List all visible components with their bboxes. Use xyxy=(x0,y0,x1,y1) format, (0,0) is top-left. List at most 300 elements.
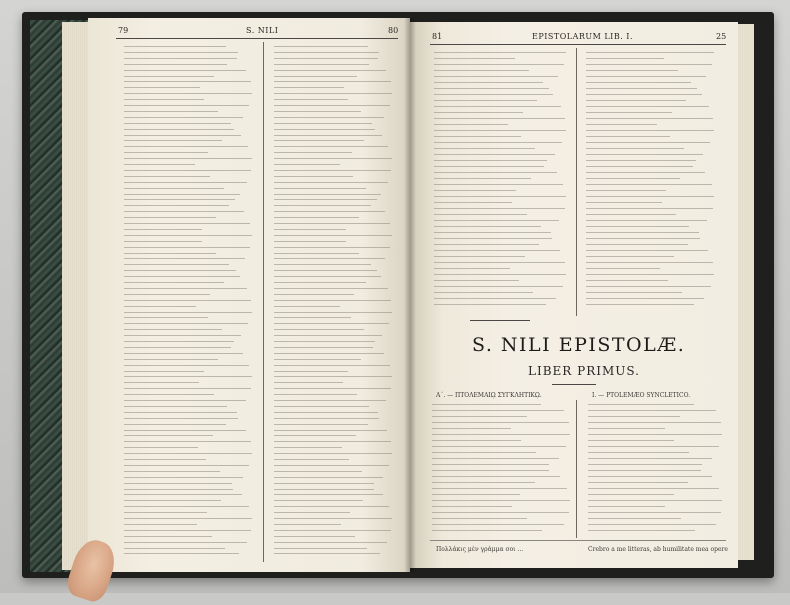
text-line xyxy=(588,506,665,507)
text-line xyxy=(434,208,565,209)
text-line xyxy=(274,152,352,153)
text-line xyxy=(432,506,512,507)
text-line xyxy=(124,435,213,436)
text-line xyxy=(124,217,216,218)
book-title: S. NILI EPISTOLÆ. xyxy=(472,334,686,356)
text-line xyxy=(274,117,384,118)
text-line xyxy=(124,76,214,77)
text-line xyxy=(124,430,246,431)
text-line xyxy=(274,300,391,301)
text-line xyxy=(124,465,249,466)
text-line xyxy=(274,418,379,419)
text-line xyxy=(274,76,357,77)
text-line xyxy=(586,160,696,161)
text-line xyxy=(274,170,391,171)
text-line xyxy=(274,111,361,112)
text-line xyxy=(586,82,691,83)
subtitle-rule xyxy=(552,384,596,385)
text-line xyxy=(124,453,252,454)
right-head-rule xyxy=(430,44,726,45)
text-line xyxy=(124,306,196,307)
text-line xyxy=(588,500,722,501)
text-line xyxy=(434,172,557,173)
text-line xyxy=(434,112,523,113)
text-line xyxy=(586,190,666,191)
text-line xyxy=(434,268,510,269)
text-line xyxy=(124,176,210,177)
text-line xyxy=(586,106,709,107)
text-line xyxy=(274,247,390,248)
text-line xyxy=(586,112,672,113)
text-line xyxy=(124,111,218,112)
text-line xyxy=(432,446,566,447)
text-line xyxy=(586,214,676,215)
text-line xyxy=(124,347,231,348)
text-line xyxy=(124,87,200,88)
text-line xyxy=(586,280,668,281)
text-line xyxy=(434,184,563,185)
text-line xyxy=(274,123,372,124)
text-line xyxy=(274,430,387,431)
text-line xyxy=(274,52,379,53)
text-line xyxy=(588,512,721,513)
text-line xyxy=(434,136,521,137)
text-line xyxy=(274,223,390,224)
text-line xyxy=(124,258,245,259)
text-line xyxy=(124,247,250,248)
text-line xyxy=(274,388,391,389)
text-line xyxy=(124,406,227,407)
text-line xyxy=(434,124,508,125)
latin-footer-line: Crebro a me litteras, ab humilitate mea opere xyxy=(588,546,728,553)
text-line xyxy=(124,194,240,195)
text-line xyxy=(124,241,202,242)
text-line xyxy=(124,424,226,425)
text-line xyxy=(434,100,537,101)
text-line xyxy=(586,208,713,209)
text-line xyxy=(124,300,251,301)
text-line xyxy=(274,341,375,342)
text-line xyxy=(274,188,366,189)
text-line xyxy=(124,353,243,354)
text-line xyxy=(124,93,252,94)
text-line xyxy=(274,536,355,537)
text-line xyxy=(274,64,369,65)
text-line xyxy=(588,476,712,477)
text-line xyxy=(586,232,699,233)
text-line xyxy=(124,205,229,206)
greek-footer-line: Πολλάκις μὲν γράμμα σοι ... xyxy=(436,546,524,553)
text-line xyxy=(124,288,247,289)
text-line xyxy=(432,458,559,459)
left-inner-number: 80 xyxy=(388,26,399,35)
text-line xyxy=(274,394,357,395)
text-line xyxy=(586,304,694,305)
text-line xyxy=(586,64,712,65)
text-line xyxy=(432,512,569,513)
text-line xyxy=(124,129,234,130)
text-line xyxy=(274,506,389,507)
text-line xyxy=(124,253,216,254)
text-line xyxy=(586,130,714,131)
text-line xyxy=(124,170,251,171)
text-line xyxy=(432,428,511,429)
text-line xyxy=(124,447,198,448)
text-line xyxy=(432,524,564,525)
text-line xyxy=(434,118,565,119)
text-line xyxy=(124,64,227,65)
text-line xyxy=(124,158,252,159)
text-line xyxy=(124,341,234,342)
text-line xyxy=(274,87,344,88)
text-line xyxy=(124,494,242,495)
text-line xyxy=(124,412,237,413)
text-line xyxy=(274,93,392,94)
text-line xyxy=(124,99,204,100)
text-line xyxy=(432,410,564,411)
text-line xyxy=(124,164,195,165)
text-line xyxy=(586,136,670,137)
text-line xyxy=(588,458,712,459)
text-line xyxy=(124,70,246,71)
text-line xyxy=(434,142,562,143)
text-line xyxy=(274,347,373,348)
text-line xyxy=(434,160,547,161)
text-line xyxy=(274,58,378,59)
text-line xyxy=(274,229,346,230)
text-line xyxy=(124,294,210,295)
text-line xyxy=(274,494,383,495)
text-line xyxy=(124,276,240,277)
text-line xyxy=(274,235,392,236)
text-line xyxy=(274,46,368,47)
text-line xyxy=(586,118,713,119)
text-line xyxy=(124,518,252,519)
right-running-head: EPISTOLARUM LIB. I. xyxy=(532,32,633,41)
text-line xyxy=(434,202,512,203)
text-line xyxy=(432,452,536,453)
text-line xyxy=(432,500,570,501)
text-line xyxy=(434,52,566,53)
text-line xyxy=(274,335,382,336)
text-line xyxy=(274,241,346,242)
text-line xyxy=(274,412,378,413)
text-line xyxy=(274,447,342,448)
text-line xyxy=(124,188,224,189)
text-line xyxy=(434,256,525,257)
text-line xyxy=(588,488,719,489)
text-line xyxy=(124,365,249,366)
text-line xyxy=(274,176,353,177)
text-line xyxy=(124,542,247,543)
text-line xyxy=(124,58,237,59)
text-line xyxy=(586,286,711,287)
text-line xyxy=(124,140,222,141)
text-line xyxy=(124,81,251,82)
left-page xyxy=(88,18,410,572)
text-line xyxy=(274,270,377,271)
text-line xyxy=(274,548,367,549)
text-line xyxy=(124,500,221,501)
text-line xyxy=(124,400,246,401)
text-line xyxy=(274,323,389,324)
text-line xyxy=(586,274,714,275)
text-line xyxy=(274,365,390,366)
text-line xyxy=(588,422,721,423)
text-line xyxy=(124,524,197,525)
text-line xyxy=(274,146,388,147)
text-line xyxy=(586,94,702,95)
text-line xyxy=(274,435,356,436)
text-line xyxy=(274,524,341,525)
text-line xyxy=(274,376,392,377)
text-line xyxy=(274,294,354,295)
text-line xyxy=(586,250,708,251)
text-line xyxy=(124,477,243,478)
text-line xyxy=(274,70,386,71)
text-line xyxy=(274,453,392,454)
text-line xyxy=(588,524,716,525)
text-line xyxy=(586,100,686,101)
text-line xyxy=(274,371,348,372)
text-line xyxy=(588,410,716,411)
text-line xyxy=(434,82,543,83)
text-line xyxy=(434,292,533,293)
text-line xyxy=(588,530,695,531)
text-line xyxy=(124,394,214,395)
text-line xyxy=(274,217,359,218)
text-line xyxy=(588,434,722,435)
text-line xyxy=(586,178,680,179)
text-line xyxy=(274,329,364,330)
text-line xyxy=(124,382,199,383)
text-line xyxy=(586,142,710,143)
text-line xyxy=(124,317,208,318)
text-line xyxy=(432,488,567,489)
greek-letter-heading: Α΄. — ΠΤΟΛΕΜΑΙῼ ΣΥΓΚΛΗΤΙΚῼ. xyxy=(436,392,542,399)
text-line xyxy=(586,154,703,155)
text-line xyxy=(432,530,542,531)
text-line xyxy=(586,124,657,125)
text-line xyxy=(434,280,519,281)
text-line xyxy=(432,518,527,519)
text-line xyxy=(124,123,231,124)
text-line xyxy=(274,81,391,82)
text-line xyxy=(432,416,527,417)
text-line xyxy=(434,262,565,263)
text-line xyxy=(434,94,553,95)
text-line xyxy=(274,258,385,259)
text-line xyxy=(124,152,208,153)
text-line xyxy=(124,135,241,136)
text-line xyxy=(434,166,544,167)
text-line xyxy=(274,483,374,484)
text-line xyxy=(434,298,556,299)
text-line xyxy=(432,482,535,483)
text-line xyxy=(124,359,218,360)
text-line xyxy=(274,406,369,407)
text-line xyxy=(586,52,714,53)
right-page-number: 81 xyxy=(432,32,443,41)
text-line xyxy=(434,220,559,221)
text-line xyxy=(274,199,377,200)
text-line xyxy=(274,276,381,277)
book-gutter-shadow xyxy=(404,18,416,572)
text-line xyxy=(434,106,561,107)
text-line xyxy=(586,70,678,71)
text-line xyxy=(274,194,381,195)
text-line xyxy=(588,428,665,429)
left-page-number: 79 xyxy=(118,26,129,35)
text-line xyxy=(124,146,248,147)
text-line xyxy=(432,440,521,441)
text-line xyxy=(124,264,229,265)
text-line xyxy=(124,553,239,554)
text-line xyxy=(434,214,527,215)
text-line xyxy=(124,105,249,106)
text-line xyxy=(274,441,391,442)
text-line xyxy=(274,424,368,425)
text-line xyxy=(274,253,359,254)
text-line xyxy=(432,422,569,423)
text-line xyxy=(274,465,389,466)
text-line xyxy=(274,205,371,206)
text-line xyxy=(274,312,392,313)
right-outer-number: 25 xyxy=(716,32,727,41)
text-line xyxy=(124,46,226,47)
text-line xyxy=(586,202,662,203)
text-line xyxy=(274,518,392,519)
text-line xyxy=(434,70,529,71)
right-column-rule xyxy=(576,48,577,316)
text-line xyxy=(124,471,220,472)
text-line xyxy=(432,464,549,465)
text-line xyxy=(124,335,241,336)
text-line xyxy=(588,452,689,453)
text-line xyxy=(124,388,251,389)
text-line xyxy=(434,244,539,245)
text-line xyxy=(432,404,541,405)
text-line xyxy=(274,471,362,472)
text-line xyxy=(434,76,558,77)
text-line xyxy=(434,88,549,89)
right-page xyxy=(410,22,738,568)
text-line xyxy=(588,446,719,447)
latin-letter-heading: I. — PTOLEMÆO SYNCLETICO. xyxy=(592,392,691,399)
text-line xyxy=(124,211,244,212)
text-line xyxy=(274,477,383,478)
text-line xyxy=(124,489,233,490)
text-line xyxy=(274,158,392,159)
text-line xyxy=(124,548,225,549)
text-line xyxy=(274,164,340,165)
text-line xyxy=(274,353,384,354)
text-line xyxy=(274,135,382,136)
text-line xyxy=(274,182,388,183)
text-line xyxy=(586,58,664,59)
text-line xyxy=(124,282,224,283)
text-line xyxy=(586,166,693,167)
text-line xyxy=(588,482,688,483)
text-line xyxy=(586,268,660,269)
section-divider xyxy=(470,320,530,321)
text-line xyxy=(586,184,712,185)
text-line xyxy=(586,238,700,239)
left-column-rule xyxy=(263,42,264,562)
text-line xyxy=(434,64,564,65)
text-line xyxy=(586,226,689,227)
text-line xyxy=(124,52,238,53)
text-line xyxy=(434,232,551,233)
text-line xyxy=(274,553,380,554)
text-line xyxy=(586,196,714,197)
text-line xyxy=(124,235,252,236)
text-line xyxy=(586,244,688,245)
text-line xyxy=(434,148,535,149)
text-line xyxy=(124,199,235,200)
text-line xyxy=(274,264,371,265)
text-line xyxy=(124,459,206,460)
text-line xyxy=(124,483,232,484)
text-line xyxy=(434,178,531,179)
left-running-head: S. NILI xyxy=(246,26,279,35)
text-line xyxy=(434,58,515,59)
text-line xyxy=(124,418,238,419)
text-line xyxy=(434,226,541,227)
text-line xyxy=(274,306,340,307)
text-line xyxy=(274,282,366,283)
letter-column-rule xyxy=(576,400,577,538)
text-line xyxy=(274,129,375,130)
text-line xyxy=(124,270,236,271)
text-line xyxy=(588,440,674,441)
text-line xyxy=(434,304,546,305)
text-line xyxy=(588,518,681,519)
text-line xyxy=(274,317,351,318)
text-line xyxy=(124,329,222,330)
text-line xyxy=(434,190,516,191)
text-line xyxy=(274,359,361,360)
text-line xyxy=(124,506,249,507)
text-line xyxy=(274,530,391,531)
text-line xyxy=(274,400,386,401)
text-line xyxy=(586,148,684,149)
text-line xyxy=(434,196,566,197)
text-line xyxy=(432,476,560,477)
text-line xyxy=(586,76,706,77)
text-line xyxy=(588,404,694,405)
text-line xyxy=(586,298,704,299)
text-line xyxy=(434,130,566,131)
text-line xyxy=(124,441,251,442)
text-line xyxy=(124,371,204,372)
text-line xyxy=(124,376,252,377)
text-line xyxy=(124,530,251,531)
text-line xyxy=(274,99,348,100)
text-line xyxy=(588,416,680,417)
text-line xyxy=(432,434,570,435)
footnote-rule xyxy=(430,540,726,541)
text-line xyxy=(586,172,705,173)
text-line xyxy=(434,250,560,251)
text-line xyxy=(274,288,388,289)
text-line xyxy=(274,211,385,212)
text-line xyxy=(124,312,252,313)
text-line xyxy=(434,286,563,287)
text-line xyxy=(124,182,247,183)
text-line xyxy=(124,512,207,513)
text-line xyxy=(274,459,349,460)
